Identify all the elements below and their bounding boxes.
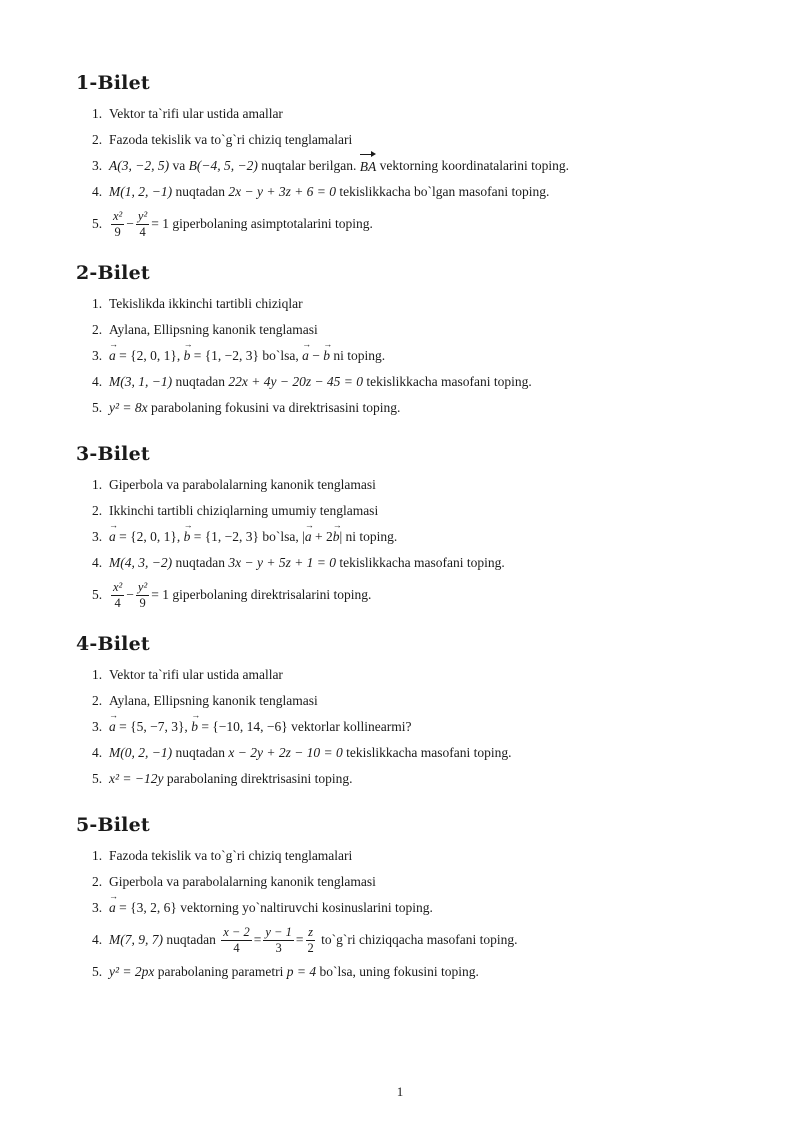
ticket-3: [76, 442, 736, 614]
math-value: = {5, −7, 3},: [119, 719, 188, 734]
question-text: [109, 555, 505, 571]
text-fragment: bo`lsa, uning fokusini toping.: [319, 964, 479, 979]
math-value: = {2, 0, 1},: [119, 529, 181, 544]
question-text: [109, 348, 385, 364]
ticket-title: 3-Bilet: [76, 443, 150, 465]
question-text: Fazoda tekislik va to`g`ri chiziq tenglamalari: [109, 132, 353, 147]
ticket-title: 2-Bilet: [76, 262, 150, 284]
question-list: [76, 472, 736, 614]
question-text: [109, 400, 400, 416]
math-value: = {1, −2, 3}: [193, 529, 260, 544]
question-text: [109, 745, 512, 761]
question-number: 5.: [92, 771, 103, 786]
question-list: [76, 291, 736, 421]
text-fragment: nuqtadan: [175, 555, 225, 570]
question-text: Giperbola va parabolalarning kanonik tenglamasi: [109, 874, 376, 889]
question-item: [76, 550, 736, 576]
numerator: y²: [137, 580, 148, 595]
math-value: = {−10, 14, −6}: [201, 719, 288, 734]
vector-symbol: → b: [323, 348, 330, 364]
text-fragment: nuqtadan: [175, 184, 225, 199]
text-fragment: tekislikkacha bo`lgan masofani toping.: [339, 184, 550, 199]
denominator: 4: [233, 940, 240, 955]
math-bar: |: [339, 529, 343, 544]
question-item: [76, 740, 736, 766]
math-operator: −: [312, 348, 320, 363]
math-point: M(4, 3, −2): [109, 555, 173, 570]
math-equation: y² = 8x: [109, 400, 148, 415]
question-item: [76, 959, 736, 985]
ticket-1: [76, 71, 736, 243]
ticket-title: 1-Bilet: [76, 72, 150, 94]
math-bar: |: [302, 529, 305, 544]
text-fragment: giperbolaning asimptotalarini toping.: [172, 216, 373, 231]
question-number: 2.: [92, 874, 103, 889]
text-fragment: giperbolaning direktrisalarini toping.: [172, 587, 372, 602]
math-fraction: [136, 209, 149, 239]
question-item: [76, 688, 736, 714]
question-text: [109, 209, 373, 239]
question-text: Aylana, Ellipsning kanonik tenglamasi: [109, 693, 318, 708]
numerator: y²: [137, 209, 148, 224]
numerator: z: [308, 925, 314, 940]
question-item: [76, 895, 736, 921]
ticket-title: 4-Bilet: [76, 633, 150, 655]
denominator: 3: [275, 940, 282, 955]
question-text: [109, 719, 411, 735]
math-equation: 22x + 4y − 20z − 45 = 0: [228, 374, 364, 389]
math-equation: y² = 2px: [109, 964, 155, 979]
question-number: 1.: [92, 106, 103, 121]
question-number: 5.: [92, 400, 103, 415]
math-point: M(7, 9, 7): [109, 932, 163, 947]
question-item: [76, 179, 736, 205]
text-fragment: va: [172, 158, 186, 173]
question-item: [76, 343, 736, 369]
text-fragment: nuqtadan: [175, 745, 225, 760]
math-fraction: [305, 925, 315, 955]
question-number: 3.: [92, 719, 103, 734]
question-item: [76, 498, 736, 524]
math-point: B(−4, 5, −2): [188, 158, 258, 173]
question-number: 5.: [92, 587, 103, 602]
text-fragment: nuqtalar berilgan.: [261, 158, 357, 173]
question-item: [76, 843, 736, 869]
text-fragment: parabolaning direktrisasini toping.: [166, 771, 353, 786]
question-number: 1.: [92, 296, 103, 311]
math-fraction: [263, 925, 293, 955]
question-number: 5.: [92, 964, 103, 979]
text-fragment: tekislikkacha masofani toping.: [346, 745, 512, 760]
numerator: x²: [113, 209, 123, 224]
vector-symbol: → b: [333, 529, 340, 545]
question-number: 2.: [92, 693, 103, 708]
math-rhs: = 1: [151, 216, 169, 231]
math-operator: −: [126, 216, 134, 231]
question-item: [76, 395, 736, 421]
question-item: [76, 766, 736, 792]
question-text: Tekislikda ikkinchi tartibli chiziqlar: [109, 296, 303, 311]
question-number: 1.: [92, 667, 103, 682]
question-number: 3.: [92, 529, 103, 544]
vector-symbol: → a: [109, 900, 116, 916]
math-operator: + 2: [314, 529, 333, 544]
question-number: 4.: [92, 555, 103, 570]
vector-symbol: → a: [109, 529, 116, 545]
question-text: Vektor ta`rifi ular ustida amallar: [109, 667, 283, 682]
ticket-2: [76, 261, 736, 421]
question-item: [76, 662, 736, 688]
text-fragment: tekislikkacha masofani toping.: [366, 374, 532, 389]
question-item: [76, 369, 736, 395]
question-number: 4.: [92, 374, 103, 389]
question-text: [109, 184, 549, 200]
math-equation: x − 2y + 2z − 10 = 0: [228, 745, 343, 760]
question-number: 3.: [92, 158, 103, 173]
math-point: M(1, 2, −1): [109, 184, 173, 199]
text-fragment: bo`lsa,: [262, 529, 299, 544]
math-equation: 2x − y + 3z + 6 = 0: [228, 184, 337, 199]
text-fragment: ni toping.: [333, 348, 386, 363]
math-operator: =: [253, 932, 262, 947]
ticket-title: 5-Bilet: [76, 814, 150, 836]
question-text: [109, 900, 433, 916]
question-number: 2.: [92, 503, 103, 518]
question-item: [76, 291, 736, 317]
text-fragment: vektorning koordinatalarini toping.: [379, 158, 570, 173]
vector-symbol: → a: [305, 529, 312, 545]
question-list: [76, 662, 736, 792]
question-text: Fazoda tekislik va to`g`ri chiziq tenglamalari: [109, 848, 353, 863]
math-operator: −: [126, 587, 134, 602]
math-operator: =: [295, 932, 304, 947]
text-fragment: parabolaning parametri: [157, 964, 284, 979]
math-point: M(3, 1, −1): [109, 374, 173, 389]
text-fragment: parabolaning fokusini va direktrisasini toping.: [151, 400, 401, 415]
question-text: Vektor ta`rifi ular ustida amallar: [109, 106, 283, 121]
question-item: [76, 869, 736, 895]
text-fragment: vektorlar kollinearmi?: [291, 719, 412, 734]
question-item: [76, 921, 736, 959]
vector-symbol: → a: [302, 348, 309, 364]
denominator: 9: [139, 595, 146, 610]
question-list: [76, 101, 736, 243]
question-number: 4.: [92, 184, 103, 199]
question-number: 2.: [92, 322, 103, 337]
denominator: 9: [114, 224, 121, 239]
math-equation: 3x − y + 5z + 1 = 0: [228, 555, 337, 570]
question-text: Ikkinchi tartibli chiziqlarning umumiy tenglamasi: [109, 503, 379, 518]
math-value: = {3, 2, 6}: [119, 900, 177, 915]
text-fragment: bo`lsa,: [262, 348, 299, 363]
question-item: [76, 317, 736, 343]
math-point: M(0, 2, −1): [109, 745, 173, 760]
question-text: [109, 374, 532, 390]
vector-symbol: → a: [109, 719, 116, 735]
question-item: [76, 101, 736, 127]
question-text: Giperbola va parabolalarning kanonik tenglamasi: [109, 477, 376, 492]
numerator: x − 2: [223, 925, 250, 940]
numerator: x²: [113, 580, 123, 595]
page-number: 1: [396, 1084, 404, 1099]
ticket-5: [76, 813, 736, 985]
question-list: [76, 843, 736, 985]
question-item: [76, 524, 736, 550]
math-fraction: [111, 580, 124, 610]
question-text: [109, 529, 397, 545]
question-item: [76, 205, 736, 243]
numerator: y − 1: [265, 925, 292, 940]
question-number: 2.: [92, 132, 103, 147]
math-equation: p = 4: [286, 964, 317, 979]
question-text: [109, 580, 371, 610]
math-equation: x² = −12y: [109, 771, 164, 786]
math-fraction: [136, 580, 149, 610]
question-text: [109, 157, 569, 175]
text-fragment: tekislikkacha masofani toping.: [339, 555, 505, 570]
text-fragment: nuqtadan: [166, 932, 216, 947]
question-item: [76, 714, 736, 740]
vector-symbol: → b: [184, 348, 191, 364]
denominator: 4: [139, 224, 146, 239]
question-number: 4.: [92, 932, 103, 947]
question-text: [109, 771, 352, 787]
text-fragment: to`g`ri chiziqqacha masofani toping.: [321, 932, 518, 947]
question-item: [76, 127, 736, 153]
question-number: 5.: [92, 216, 103, 231]
text-fragment: ni toping.: [345, 529, 398, 544]
vector-symbol: → b: [191, 719, 198, 735]
math-point: A(3, −2, 5): [109, 158, 170, 173]
vector-symbol: → b: [184, 529, 191, 545]
math-value: = {2, 0, 1},: [119, 348, 181, 363]
question-number: 4.: [92, 745, 103, 760]
denominator: 4: [114, 595, 121, 610]
math-fraction: [221, 925, 251, 955]
vector-symbol: → a: [109, 348, 116, 364]
question-number: 1.: [92, 477, 103, 492]
question-item: [76, 472, 736, 498]
math-rhs: = 1: [151, 587, 169, 602]
text-fragment: nuqtadan: [175, 374, 225, 389]
denominator: 2: [307, 940, 314, 955]
question-number: 1.: [92, 848, 103, 863]
text-fragment: vektorning yo`naltiruvchi kosinuslarini toping.: [180, 900, 433, 915]
question-text: [109, 925, 518, 955]
question-item: [76, 576, 736, 614]
math-fraction: [111, 209, 124, 239]
ticket-4: [76, 632, 736, 792]
question-text: [109, 964, 479, 980]
question-text: Aylana, Ellipsning kanonik tenglamasi: [109, 322, 318, 337]
question-item: [76, 153, 736, 179]
question-number: 3.: [92, 900, 103, 915]
question-number: 3.: [92, 348, 103, 363]
vector-symbol: BA: [359, 159, 377, 174]
math-value: = {1, −2, 3}: [193, 348, 260, 363]
